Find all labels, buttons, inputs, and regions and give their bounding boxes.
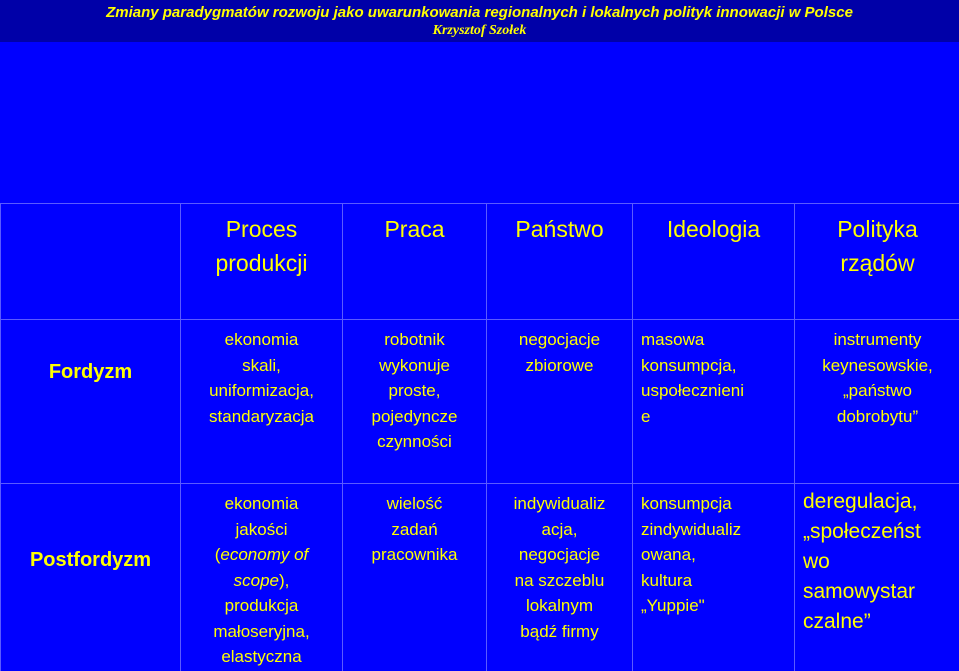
table-header-row: [1, 204, 959, 320]
row-label: Fordyzm: [48, 361, 133, 383]
row-label-cell: [1, 320, 181, 484]
comparison-table: [0, 203, 959, 671]
table-cell: instrumenty keynesowskie, „państwo dobrobytu”: [795, 320, 959, 484]
table-cell: ekonomia skali, uniformizacja, standaryzacja: [181, 320, 343, 484]
table-row: [1, 484, 959, 671]
header-bar: [0, 0, 959, 42]
table-cell: masowa konsumpcja, uspołecznieni e: [633, 320, 795, 484]
column-header: Ideologia: [633, 204, 795, 320]
header-author: Krzysztof Szołek: [432, 23, 527, 38]
table-row: [1, 320, 959, 484]
corner-cell: [1, 204, 181, 320]
table-cell: robotnik wykonuje proste, pojedyncze czynności: [343, 320, 487, 484]
column-header: Państwo: [487, 204, 633, 320]
row-label-cell: [1, 484, 181, 671]
column-header: Proces produkcji: [181, 204, 343, 320]
table-cell: wielość zadań pracownika: [343, 484, 487, 671]
column-header: Polityka rządów: [795, 204, 959, 320]
header-title: Zmiany paradygmatów rozwoju jako uwarunkowania regionalnych i lokalnych polityk innowacji w Polsce: [106, 4, 853, 21]
cell-text: ekonomia jakości (economy of scope), produkcja małoseryjna, elastyczna: [213, 494, 310, 666]
table-cell: deregulacja, „społeczeńst wo samowystar czalne”: [795, 484, 959, 671]
table-cell: indywidualiz acja, negocjacje na szczeblu lokalnym bądź firmy: [487, 484, 633, 671]
table-cell: [181, 484, 343, 671]
table-cell: negocjacje zbiorowe: [487, 320, 633, 484]
column-header: Praca: [343, 204, 487, 320]
table-cell: konsumpcja zindywidualiz owana, kultura „Yuppie": [633, 484, 795, 671]
row-label: Postfordyzm: [29, 549, 152, 571]
